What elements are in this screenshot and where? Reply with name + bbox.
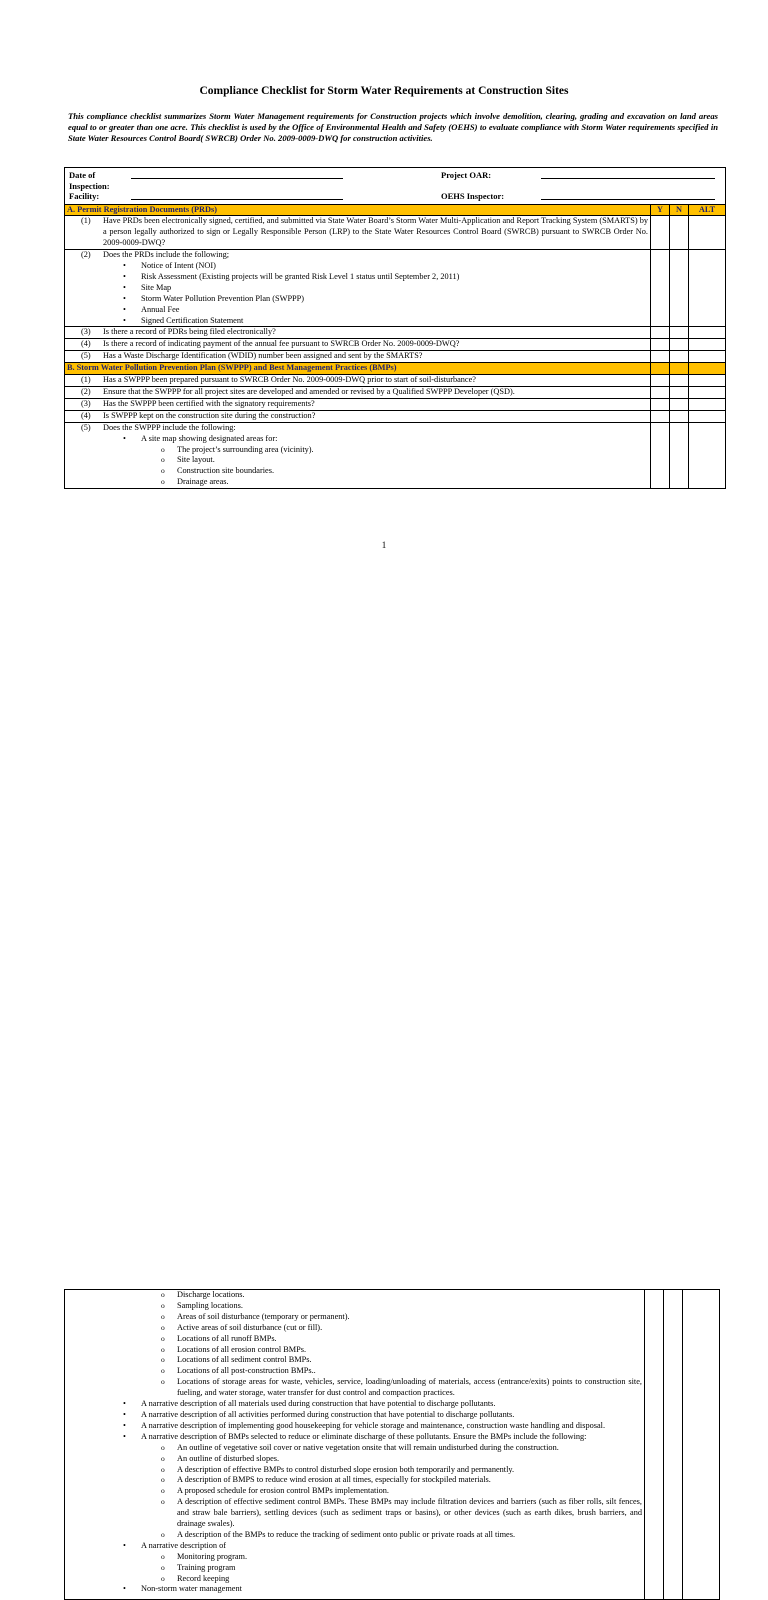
table-row: [65, 1290, 720, 1600]
table-row: (3) Has the SWPPP been certified with the signatory requirements?: [65, 398, 726, 410]
date-field[interactable]: [131, 170, 343, 179]
check-y[interactable]: [651, 387, 670, 399]
check-n[interactable]: [670, 375, 689, 387]
page-title: Compliance Checklist for Storm Water Requirements at Construction Sites: [199, 85, 569, 97]
check-alt[interactable]: [689, 398, 726, 410]
check-alt[interactable]: [689, 375, 726, 387]
question-b5: Does the SWPPP include the following:: [103, 422, 236, 432]
sitemap-list: [67, 445, 648, 489]
check-y[interactable]: [645, 1290, 664, 1600]
check-n[interactable]: [670, 339, 689, 351]
list-item: o Training program: [67, 1563, 642, 1574]
list-item: o A description of BMPS to reduce wind erosion at all times, especially for stockpiled materials.: [67, 1475, 642, 1486]
check-n[interactable]: [670, 250, 689, 327]
facility-field[interactable]: [131, 191, 343, 200]
list-item: • Signed Certification Statement: [67, 316, 648, 327]
project-field[interactable]: [541, 170, 715, 179]
list-item: • Non-storm water management: [67, 1584, 642, 1595]
table-row: (5) Has a Waste Discharge Identification (WDID) number been assigned and sent by the SMARTS?: [65, 351, 726, 363]
list-item: • A narrative description of implementing good housekeeping for vehicle storage and maintenance, construction waste handling and disposal.: [67, 1421, 642, 1432]
list-item: o Active areas of soil disturbance (cut or fill).: [67, 1323, 642, 1334]
list-item: o An outline of disturbed slopes.: [67, 1454, 642, 1465]
table-row: (3) Is there a record of PDRs being filed electronically?: [65, 327, 726, 339]
prd-list: [67, 261, 648, 326]
check-alt[interactable]: [689, 339, 726, 351]
col-y: Y: [651, 204, 670, 216]
list-item: o A description of effective sediment control BMPs. These BMPs may include filtration devices and barriers (such as fiber rolls, silt fences, and straw bale barriers), settling devices (such as sediment traps or basins), or other devices (such as earth dikes, brush barriers, and drainage swales).: [67, 1497, 642, 1530]
col-n: N: [670, 204, 689, 216]
inspector-label: OEHS Inspector:: [441, 191, 505, 201]
table-row: (1) Has a SWPPP been prepared pursuant to SWRCB Order No. 2009-0009-DWQ prior to start of soil-disturbance?: [65, 375, 726, 387]
page-2: [0, 610, 768, 1594]
question-a4: Is there a record of indicating payment of the annual fee pursuant to SWRCB Order No. 2009-0009-DWQ?: [103, 339, 460, 349]
checklist-table-2: [64, 1289, 720, 1600]
question-a5: Has a Waste Discharge Identification (WDID) number been assigned and sent by the SMARTS?: [103, 351, 423, 361]
section-b-title: B. Storm Water Pollution Prevention Plan (SWPPP) and Best Management Practices (BMPs): [65, 363, 651, 375]
question-a3: Is there a record of PDRs being filed electronically?: [103, 327, 276, 337]
check-n[interactable]: [670, 387, 689, 399]
check-y[interactable]: [651, 327, 670, 339]
list-item: o Locations of all post-construction BMPs..: [67, 1366, 642, 1377]
checklist-table-1: [64, 167, 726, 489]
check-y[interactable]: [651, 422, 670, 488]
bmp-list: [67, 1443, 642, 1541]
question-a1: Have PRDs been electronically signed, certified, and submitted via State Water Board’s Storm Water Multi-Application and Report Tracking System (SMARTS) by a person legally authorized to sign or Legally Responsible Person (LRP) to the State Water Resources Control Board (SWRCB) pursuant to SWRCB Order No. 2009-0009-DWQ?: [103, 216, 648, 248]
check-n[interactable]: [670, 327, 689, 339]
list-item: • A site map showing designated areas for:: [67, 434, 648, 445]
page-1: [0, 0, 768, 610]
check-alt[interactable]: [689, 250, 726, 327]
list-item: o An outline of vegetative soil cover or native vegetation onsite that will remain undisturbed during the construction.: [67, 1443, 642, 1454]
check-n[interactable]: [670, 398, 689, 410]
list-item: o Areas of soil disturbance (temporary or permanent).: [67, 1312, 642, 1323]
check-alt[interactable]: [689, 351, 726, 363]
question-b4: Is SWPPP kept on the construction site during the construction?: [103, 410, 316, 420]
check-alt[interactable]: [689, 327, 726, 339]
question-b3: Has the SWPPP been certified with the signatory requirements?: [103, 398, 315, 408]
sitemap-list-cont: [67, 1290, 642, 1399]
list-item: o Site layout.: [67, 455, 648, 466]
table-row: (4) Is SWPPP kept on the construction site during the construction?: [65, 410, 726, 422]
check-n[interactable]: [670, 410, 689, 422]
list-item: o Locations of all sediment control BMPs.: [67, 1355, 642, 1366]
facility-label: Facility:: [69, 191, 100, 201]
table-row: (4) Is there a record of indicating payment of the annual fee pursuant to SWRCB Order No. 2009-0009-DWQ?: [65, 339, 726, 351]
col-alt: ALT: [689, 204, 726, 216]
check-y[interactable]: [651, 375, 670, 387]
table-row: (2) Ensure that the SWPPP for all project sites are developed and amended or revised by a Qualified SWPPP Developer (QSD).: [65, 387, 726, 399]
check-n[interactable]: [670, 351, 689, 363]
list-item: o Record keeping: [67, 1574, 642, 1585]
table-row: (5) Does the SWPPP include the following: • A site map showing designated areas for: o The project’s surrounding area (vicinity). o Site layout. o Construction site boundaries. o Drainage areas.: [65, 422, 726, 488]
question-b1: Has a SWPPP been prepared pursuant to SWRCB Order No. 2009-0009-DWQ prior to start of soil-disturbance?: [103, 375, 476, 385]
check-alt[interactable]: [689, 216, 726, 250]
list-item: • Risk Assessment (Existing projects will be granted Risk Level 1 status until September 2, 2011): [67, 272, 648, 283]
check-y[interactable]: [651, 398, 670, 410]
page-number: 1: [381, 540, 387, 550]
date-label: Date of Inspection:: [69, 170, 110, 191]
question-a2: Does the PRDs include the following;: [103, 250, 230, 260]
check-n[interactable]: [664, 1290, 683, 1600]
list-item: • Site Map: [67, 283, 648, 294]
question-b2: Ensure that the SWPPP for all project sites are developed and amended or revised by a Qualified SWPPP Developer (QSD).: [103, 387, 515, 396]
check-y[interactable]: [651, 250, 670, 327]
intro-paragraph: This compliance checklist summarizes Storm Water Management requirements for Construction projects which involve demolition, clearing, grading and excavation on land areas equal to or greater than one acre. This checklist is used by the Office of Environmental Health and Safety (OEHS) to evaluate compliance with Storm Water requirements specified in State Water Resources Control Board( SWRCB) Order No. 2009-0009-DWQ for construction activities.: [68, 111, 718, 144]
list-item: o Discharge locations.: [67, 1290, 642, 1301]
list-item: o A proposed schedule for erosion control BMPs implementation.: [67, 1486, 642, 1497]
check-y[interactable]: [651, 410, 670, 422]
list-item: o Sampling locations.: [67, 1301, 642, 1312]
list-item: o Locations of all erosion control BMPs.: [67, 1345, 642, 1356]
list-item: o A description of the BMPs to reduce the tracking of sediment onto public or private roads at all times.: [67, 1530, 642, 1541]
table-row: (2) Does the PRDs include the following; • Notice of Intent (NOI) • Risk Assessment (Existing projects will be granted Risk Level 1 status until September 2, 2011) • Site Map • Storm Water Pollution Prevention Plan (SWPPP) • Annual Fee • Signed Certification Statement: [65, 250, 726, 327]
list-item: • A narrative description of: [67, 1541, 642, 1552]
list-item: • A narrative description of all materials used during construction that have potential to discharge pollutants.: [67, 1399, 642, 1410]
section-a-header: [65, 204, 726, 216]
program-list: [67, 1552, 642, 1585]
list-item: o The project’s surrounding area (vicinity).: [67, 445, 648, 456]
list-item: • Notice of Intent (NOI): [67, 261, 648, 272]
list-item: o Locations of all runoff BMPs.: [67, 1334, 642, 1345]
check-y[interactable]: [651, 216, 670, 250]
list-item: • Annual Fee: [67, 305, 648, 316]
list-item: o Monitoring program.: [67, 1552, 642, 1563]
list-item: o Drainage areas.: [67, 477, 648, 488]
list-item: • Storm Water Pollution Prevention Plan (SWPPP): [67, 294, 648, 305]
table-row: (1) Have PRDs been electronically signed, certified, and submitted via State Water Board’s Storm Water Multi-Application and Report Tracking System (SMARTS) by a person legally authorized to sign or Legally Responsible Person (LRP) to the State Water Resources Control Board (SWRCB) pursuant to SWRCB Order No. 2009-0009-DWQ?: [65, 216, 726, 250]
section-a-title: A. Permit Registration Documents (PRDs): [65, 204, 651, 216]
check-alt[interactable]: [683, 1290, 720, 1600]
inspection-header-row: [65, 168, 726, 205]
check-n[interactable]: [670, 216, 689, 250]
list-item: • A narrative description of all activities performed during construction that have potential to discharge pollutants.: [67, 1410, 642, 1421]
list-item: • A narrative description of BMPs selected to reduce or eliminate discharge of these pollutants. Ensure the BMPs include the following:: [67, 1432, 642, 1443]
check-y[interactable]: [651, 339, 670, 351]
check-y[interactable]: [651, 351, 670, 363]
list-item: o Construction site boundaries.: [67, 466, 648, 477]
inspector-field[interactable]: [541, 191, 715, 200]
check-alt[interactable]: [689, 410, 726, 422]
check-alt[interactable]: [689, 387, 726, 399]
project-label: Project OAR:: [441, 170, 492, 180]
section-b-header: [65, 363, 726, 375]
check-alt[interactable]: [689, 422, 726, 488]
list-item: o Locations of storage areas for waste, vehicles, service, loading/unloading of materials, access (entrance/exits) points to construction site, fueling, and water storage, water transfer for dust control and compaction practices.: [67, 1377, 642, 1399]
list-item: o A description of effective BMPs to control disturbed slope erosion both temporarily and permanently.: [67, 1465, 642, 1476]
check-n[interactable]: [670, 422, 689, 488]
